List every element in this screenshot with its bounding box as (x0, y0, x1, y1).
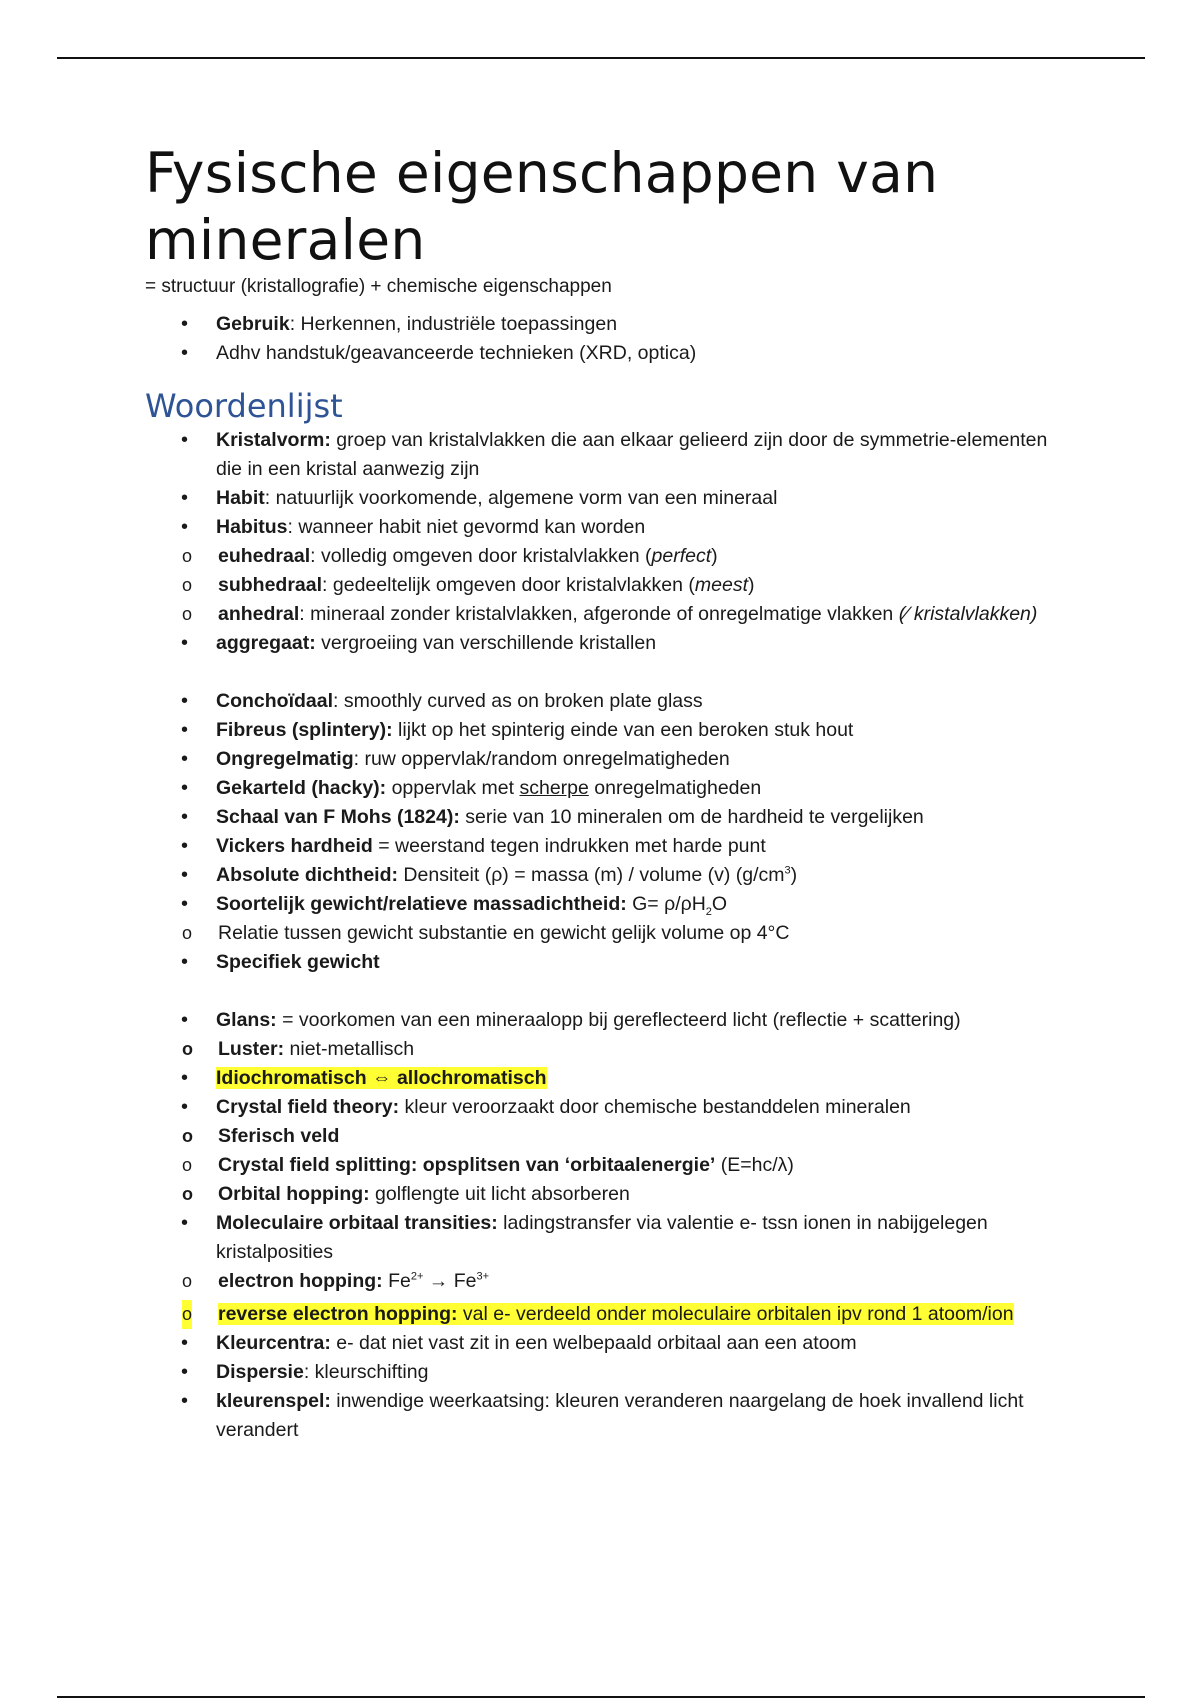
list-item: • Conchoïdaal: smoothly curved as on broken plate glass (145, 687, 1075, 716)
sub-list-item: o Relatie tussen gewicht substantie en gewicht gelijk volume op 4°C (74, 919, 1075, 948)
list-item: • Crystal field theory: kleur veroorzaakt door chemische bestanddelen mineralen (145, 1093, 1075, 1122)
sub-list-item: o anhedral: mineraal zonder kristalvlakken, afgeronde of onregelmatige vlakken (∕ kristalvlakken) (74, 600, 1075, 629)
sub-list-item: o Luster: niet-metallisch (74, 1035, 1075, 1064)
list-item: • Gekarteld (hacky): oppervlak met scherpe onregelmatigheden (145, 774, 1075, 803)
header-rule (57, 57, 1145, 59)
intro-list (145, 310, 1075, 368)
list-item: • Habitus: wanneer habit niet gevormd kan worden (145, 513, 1075, 542)
sub-list-item: o Sferisch veld (74, 1122, 1075, 1151)
circle-marker: o (182, 1184, 193, 1204)
footer-rule (57, 1696, 1145, 1698)
circle-marker: o (182, 923, 193, 943)
list-item: • Gebruik: Herkennen, industriële toepassingen (145, 310, 1075, 339)
sub-list-item: o subhedraal: gedeeltelijk omgeven door kristalvlakken (meest) (74, 571, 1075, 600)
sub-list-item: o Orbital hopping: golflengte uit licht absorberen (74, 1180, 1075, 1209)
section-heading-woordenlijst: Woordenlijst (145, 387, 343, 425)
circle-marker: o (182, 1039, 193, 1059)
document-title: Fysische eigenschappen van mineralen (145, 141, 939, 272)
circle-marker: o (182, 575, 193, 595)
list-item: • Kleurcentra: e- dat niet vast zit in een welbepaald orbitaal aan een atoom (145, 1329, 1075, 1358)
circle-marker: o (182, 1126, 193, 1146)
highlighted-term: Idiochromatisch ⇔ allochromatisch (216, 1067, 547, 1089)
list-item: • Vickers hardheid = weerstand tegen indrukken met harde punt (145, 832, 1075, 861)
sub-list-item: o electron hopping: $Fe^{2+} \to Fe^{3+}$ (74, 1267, 1075, 1296)
list-item: • Ongregelmatig: ruw oppervlak/random onregelmatigheden (145, 745, 1075, 774)
circle-marker: o (182, 546, 193, 566)
list-item: • Kristalvorm: groep van kristalvlakken die aan elkaar gelieerd zijn door de symmetrie-elementen die in een kristal aanwezig zijn (145, 426, 1075, 484)
list-item: • Fibreus (splintery): lijkt op het spinterig einde van een beroken stuk hout (145, 716, 1075, 745)
list-item: • Glans: = voorkomen van een mineraalopp bij gereflecteerd licht (reflectie + scattering) (145, 1006, 1075, 1035)
habitus-sublist (145, 542, 1075, 629)
glossary-list-3 (145, 1006, 1075, 1035)
circle-marker: o (182, 1300, 192, 1329)
list-item: • Habit: natuurlijk voorkomende, algemene vorm van een mineraal (145, 484, 1075, 513)
sub-list-item: o Crystal field splitting: opsplitsen van ‘orbitaalenergie’ (E=hc/λ) (74, 1151, 1075, 1180)
list-item: • Adhv handstuk/geavanceerde technieken (XRD, optica) (145, 339, 1075, 368)
list-item: • Specifiek gewicht (145, 948, 1075, 977)
list-item: • aggregaat: vergroeiing van verschillende kristallen (145, 629, 1075, 658)
list-item: • Dispersie: kleurschifting (145, 1358, 1075, 1387)
glossary-list-1 (145, 426, 1075, 542)
list-item: • Schaal van F Mohs (1824): serie van 10 mineralen om de hardheid te vergelijken (145, 803, 1075, 832)
circle-marker: o (182, 604, 193, 624)
list-item: • Moleculaire orbitaal transities: ladingstransfer via valentie e- tssn ionen in nabijgelegen kristalposities (145, 1209, 1075, 1267)
circle-marker: o (182, 1155, 193, 1175)
list-item: • Absolute dichtheid: Densiteit (ρ) = massa (m) / volume (v) $(g/cm^3)$ (145, 861, 1075, 890)
list-item: • Soortelijk gewicht/relatieve massadichtheid: $G= \rho/\rho H_2O$ (145, 890, 1075, 919)
sub-list-item: o reverse electron hopping: val e- verdeeld onder moleculaire orbitalen ipv rond 1 atoom/ion (74, 1300, 1075, 1329)
document-subtitle: = structuur (kristallografie) + chemische eigenschappen (145, 276, 612, 297)
circle-marker: o (182, 1271, 193, 1291)
document-page (145, 140, 1075, 1445)
glossary-list-2 (145, 687, 1075, 919)
list-item (145, 1064, 1075, 1093)
list-item: • kleurenspel: inwendige weerkaatsing: kleuren veranderen naargelang de hoek invallend licht verandert (145, 1387, 1075, 1445)
sub-list-item: o euhedraal: volledig omgeven door kristalvlakken (perfect) (74, 542, 1075, 571)
